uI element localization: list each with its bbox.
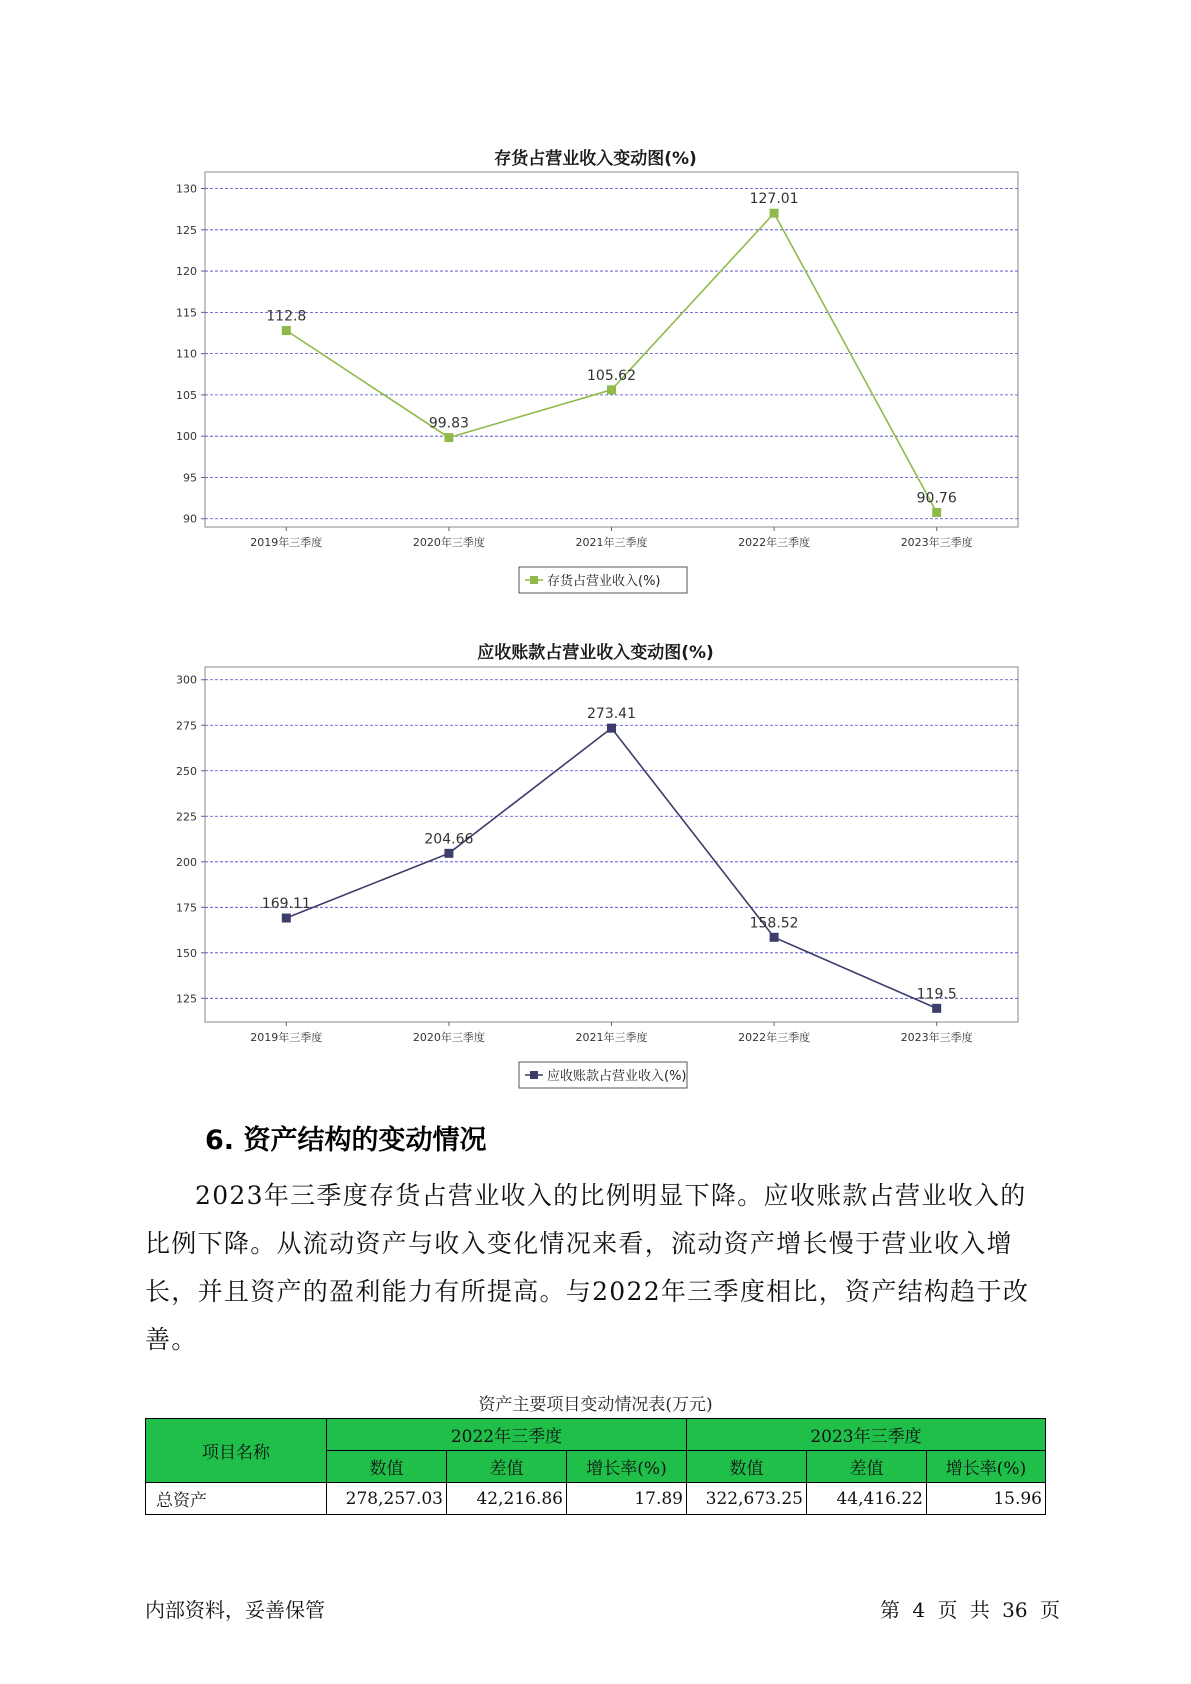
- y-tick-label: 125: [176, 992, 197, 1006]
- data-label: 273.41: [587, 706, 636, 723]
- table-cell: 44,416.22: [807, 1483, 927, 1515]
- table-subheader: 增长率(%): [567, 1451, 687, 1483]
- y-tick-label: 125: [176, 223, 197, 237]
- data-point: [607, 724, 616, 733]
- x-tick-label: 2020年三季度: [412, 536, 485, 549]
- x-tick-label: 2022年三季度: [738, 1031, 811, 1044]
- y-tick-label: 250: [176, 764, 197, 778]
- data-point: [770, 933, 779, 942]
- table-cell: 15.96: [927, 1483, 1046, 1515]
- y-tick-label: 225: [176, 810, 197, 824]
- plot-area: [205, 172, 1018, 527]
- y-tick-label: 115: [176, 306, 197, 320]
- x-tick-label: 2019年三季度: [250, 536, 323, 549]
- table-cell: 322,673.25: [687, 1483, 807, 1515]
- x-tick-label: 2020年三季度: [412, 1031, 485, 1044]
- chart2-title: 应收账款占营业收入变动图(%): [477, 643, 714, 663]
- x-tick-label: 2021年三季度: [575, 1031, 648, 1044]
- legend: [519, 567, 687, 593]
- y-tick-label: 105: [176, 388, 197, 402]
- data-label: 112.8: [266, 308, 307, 325]
- x-tick-label: 2023年三季度: [900, 536, 973, 549]
- y-tick-label: 200: [176, 855, 197, 869]
- section-heading: 6. 资产结构的变动情况: [205, 1125, 487, 1156]
- y-tick-label: 120: [176, 265, 197, 279]
- table-subheader: 差值: [807, 1451, 927, 1483]
- y-tick-label: 95: [183, 471, 197, 485]
- table-header-item: 项目名称: [146, 1419, 327, 1483]
- x-tick-label: 2019年三季度: [250, 1031, 323, 1044]
- data-point: [770, 209, 779, 218]
- legend-label: 存货占营业收入(%): [547, 574, 661, 589]
- table-cell: 278,257.03: [327, 1483, 447, 1515]
- data-label: 119.5: [916, 986, 957, 1003]
- section-paragraph: 2023年三季度存货占营业收入的比例明显下降。应收账款占营业收入的比例下降。从流动资产与收入变化情况来看，流动资产增长慢于营业收入增长，并且资产的盈利能力有所提高。与2022年三季度相比，资产结构趋于改善。: [145, 1181, 1030, 1354]
- data-label: 90.76: [916, 490, 957, 507]
- legend-label: 应收账款占营业收入(%): [547, 1069, 687, 1084]
- data-label: 158.52: [749, 915, 799, 932]
- table-row: [146, 1483, 1046, 1515]
- legend-marker: [530, 576, 538, 584]
- receivables-ratio-chart: [0, 655, 1191, 1095]
- data-label: 204.66: [424, 831, 474, 848]
- chart1-title: 存货占营业收入变动图(%): [494, 149, 697, 169]
- data-point: [444, 433, 453, 442]
- inventory-ratio-chart: [0, 160, 1191, 600]
- data-point: [444, 849, 453, 858]
- data-point: [282, 326, 291, 335]
- data-label: 99.83: [428, 415, 469, 432]
- table-caption: 资产主要项目变动情况表(万元): [478, 1395, 713, 1415]
- table-subheader: 增长率(%): [927, 1451, 1046, 1483]
- table-subheader: 差值: [447, 1451, 567, 1483]
- y-tick-label: 130: [176, 182, 197, 196]
- data-point: [607, 385, 616, 394]
- table-cell: 17.89: [567, 1483, 687, 1515]
- data-label: 105.62: [587, 367, 636, 384]
- y-tick-label: 300: [176, 673, 197, 687]
- table-cell: 42,216.86: [447, 1483, 567, 1515]
- table-cell-name: 总资产: [146, 1483, 327, 1515]
- y-tick-label: 90: [183, 512, 197, 526]
- table-subheader: 数值: [687, 1451, 807, 1483]
- legend: [519, 1062, 687, 1088]
- y-tick-label: 110: [176, 347, 197, 361]
- x-tick-label: 2021年三季度: [575, 536, 648, 549]
- legend-marker: [530, 1071, 538, 1079]
- page-number: 第 4 页 共 36 页: [880, 1598, 1060, 1622]
- data-label: 127.01: [749, 191, 799, 208]
- y-tick-label: 175: [176, 901, 197, 915]
- y-tick-label: 150: [176, 946, 197, 960]
- data-point: [282, 914, 291, 923]
- y-tick-label: 100: [176, 430, 197, 444]
- y-tick-label: 275: [176, 719, 197, 733]
- table-subheader: 数值: [327, 1451, 447, 1483]
- footer-left: 内部资料，妥善保管: [145, 1598, 325, 1622]
- x-tick-label: 2023年三季度: [900, 1031, 973, 1044]
- data-point: [932, 1004, 941, 1013]
- x-tick-label: 2022年三季度: [738, 536, 811, 549]
- data-label: 169.11: [261, 896, 311, 913]
- asset-change-table: [145, 1418, 1046, 1515]
- data-point: [932, 508, 941, 517]
- table-header-period1: 2022年三季度: [327, 1419, 687, 1451]
- table-header-period2: 2023年三季度: [687, 1419, 1046, 1451]
